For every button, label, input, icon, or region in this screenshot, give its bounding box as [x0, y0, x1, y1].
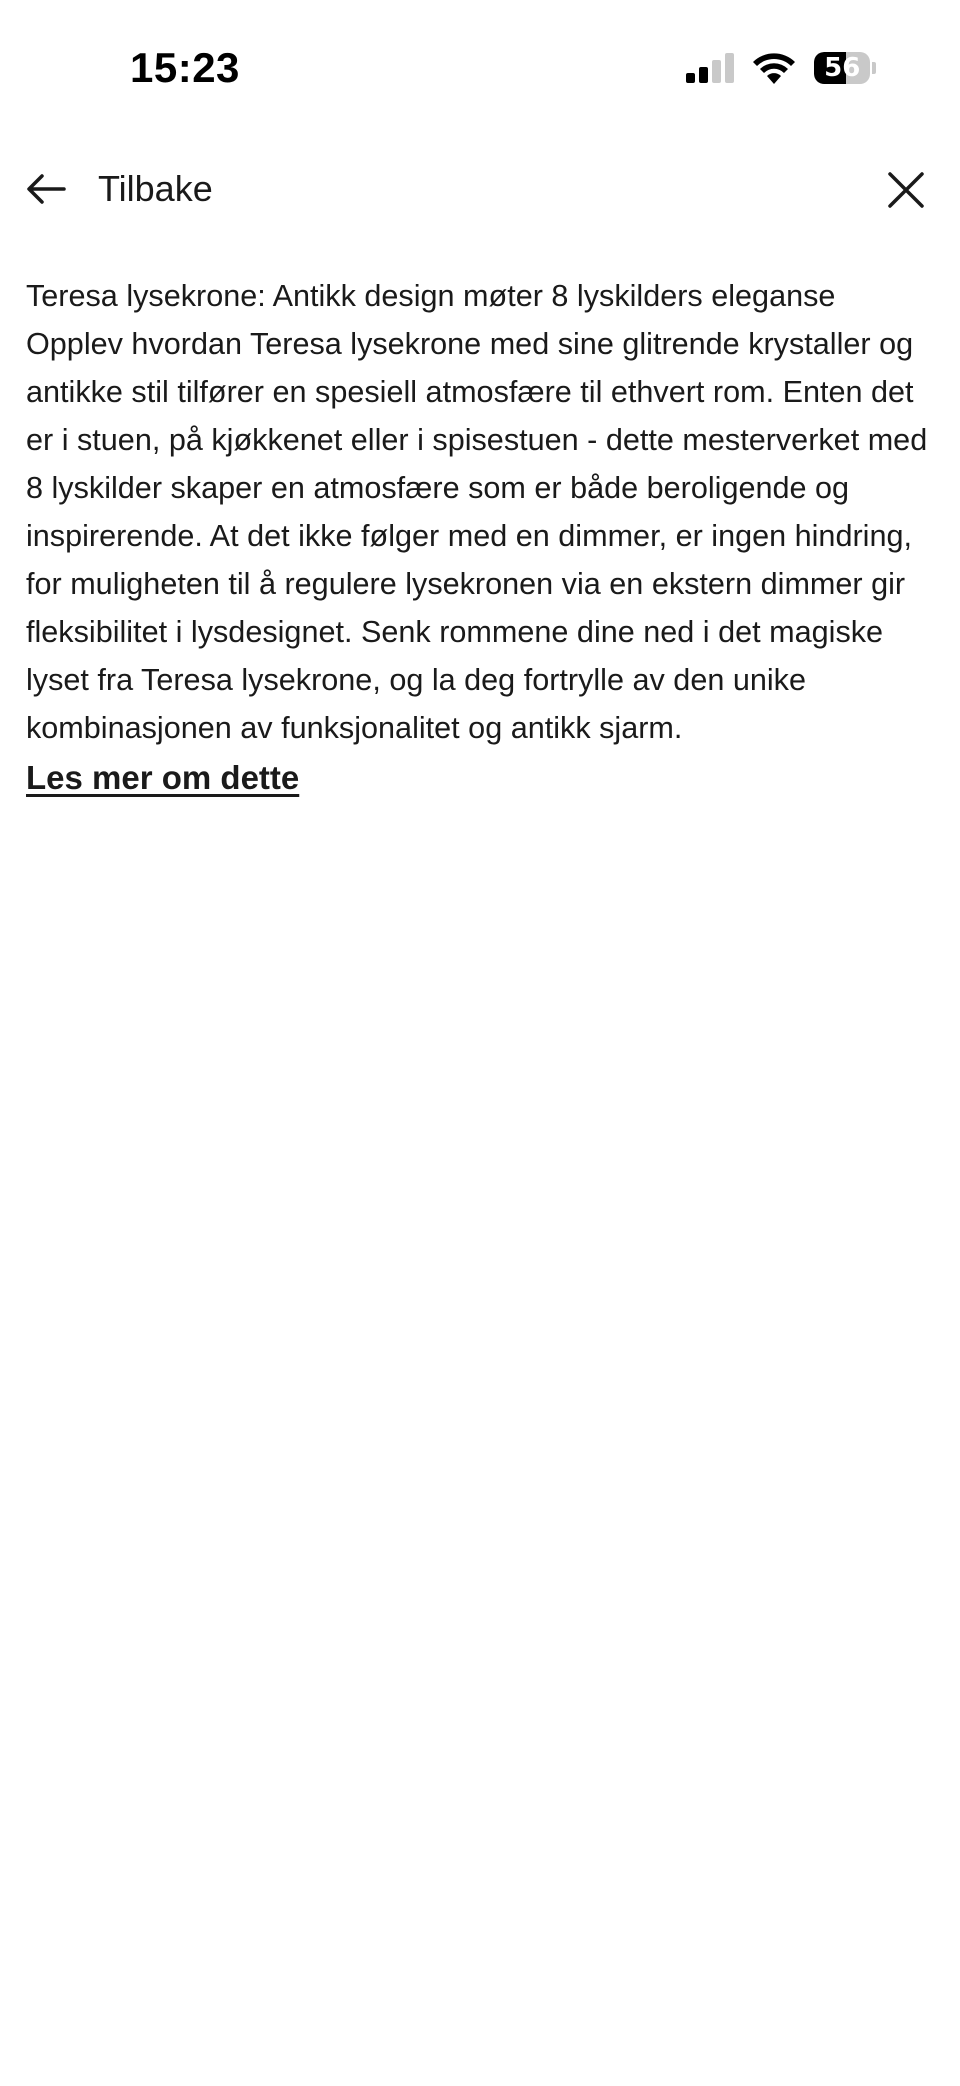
close-icon[interactable] [886, 170, 926, 210]
back-button[interactable] [26, 168, 213, 210]
battery-icon [814, 52, 876, 84]
battery-level: 56 [824, 53, 861, 83]
status-bar [0, 0, 960, 140]
description-text: Teresa lysekrone: Antikk design møter 8 lyskilders eleganse Opplev hvordan Teresa lysekrone med sine glitrende krystaller og antikke stil tilfører en spesiell atmosfære til ethvert rom. Enten det er i stuen, på kjøkkenet eller i spisestuen - dette mesterverket med 8 lyskilder skaper en atmosfære som er både beroligende og inspirerende. At det ikke følger med en dimmer, er ingen hindring, for muligheten til å regulere lysekronen via en ekstern dimmer gir fleksibilitet i lysdesignet. Senk rommene dine ned i det magiske lyset fra Teresa lysekrone, og la deg fortrylle av den unike kombinasjonen av funksjonalitet og antikk sjarm. [26, 279, 928, 745]
arrow-left-icon [26, 173, 66, 205]
cellular-signal-icon [686, 53, 734, 83]
status-time: 15:23 [130, 44, 240, 91]
wifi-icon [752, 52, 796, 84]
nav-bar [0, 150, 960, 236]
back-label: Tilbake [98, 168, 213, 209]
battery-tip [872, 62, 876, 74]
product-description [26, 272, 938, 802]
status-icons [686, 52, 876, 84]
read-more-link[interactable]: Les mer om dette [26, 759, 300, 796]
